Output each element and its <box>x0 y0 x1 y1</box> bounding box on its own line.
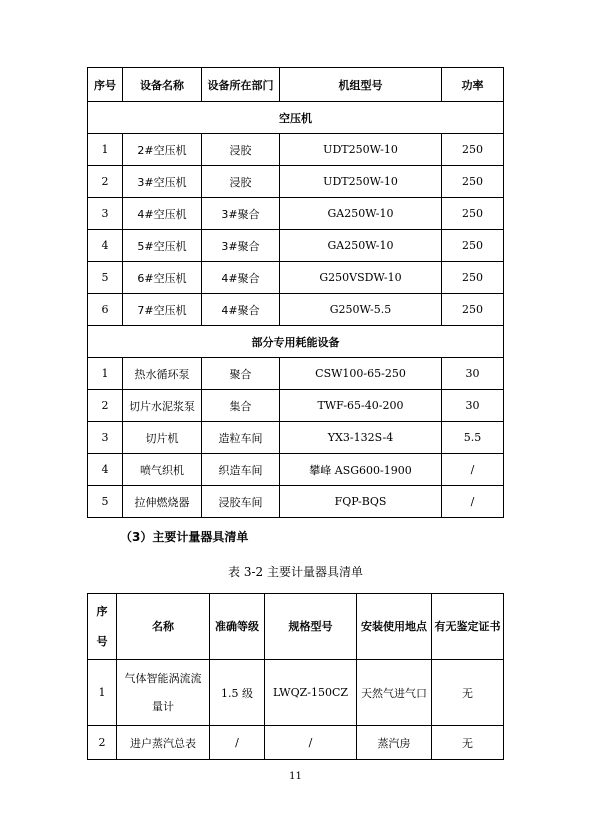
cell-name: 5#空压机 <box>123 230 202 262</box>
cell-power: 250 <box>442 262 504 294</box>
cell-model: UDT250W-10 <box>280 166 442 198</box>
section-title: 部分专用耗能设备 <box>88 326 504 358</box>
table-row <box>88 486 504 518</box>
table-row <box>88 198 504 230</box>
header-name: 名称 <box>117 594 210 660</box>
cell-department: 造粒车间 <box>202 422 280 454</box>
cell-power: / <box>442 486 504 518</box>
cell-department: 浸胶 <box>202 134 280 166</box>
cell-name: 切片水泥浆泵 <box>123 390 202 422</box>
table-row <box>88 390 504 422</box>
table-row <box>88 166 504 198</box>
header-model: 机组型号 <box>280 68 442 102</box>
cell-name: 7#空压机 <box>123 294 202 326</box>
header-spec-model: 规格型号 <box>265 594 357 660</box>
cell-department: 浸胶 <box>202 166 280 198</box>
instruments-table-header <box>88 594 504 660</box>
table-row <box>88 358 504 390</box>
cell-certificate: 无 <box>432 726 504 760</box>
cell-department: 织造车间 <box>202 454 280 486</box>
cell-name: 切片机 <box>123 422 202 454</box>
cell-spec-model: LWQZ-150CZ <box>265 660 357 726</box>
header-install-location: 安装使用地点 <box>357 594 432 660</box>
cell-power: 250 <box>442 294 504 326</box>
measuring-instruments-table <box>87 593 504 760</box>
cell-department: 集合 <box>202 390 280 422</box>
cell-name: 3#空压机 <box>123 166 202 198</box>
section-row-air-compressor <box>88 102 504 134</box>
cell-index: 1 <box>88 134 123 166</box>
table-row <box>88 454 504 486</box>
table-row <box>88 726 504 760</box>
cell-accuracy-grade: 1.5 级 <box>210 660 265 726</box>
section-heading: （3）主要计量器具清单 <box>120 530 249 544</box>
cell-certificate: 无 <box>432 660 504 726</box>
cell-name: 4#空压机 <box>123 198 202 230</box>
cell-name: 气体智能涡流流量计 <box>117 660 210 726</box>
cell-index: 4 <box>88 230 123 262</box>
cell-index: 3 <box>88 422 123 454</box>
cell-install-location: 蒸汽房 <box>357 726 432 760</box>
cell-model: UDT250W-10 <box>280 134 442 166</box>
cell-install-location: 天然气进气口 <box>357 660 432 726</box>
cell-name: 进户蒸汽总表 <box>117 726 210 760</box>
header-power: 功率 <box>442 68 504 102</box>
cell-department: 3#聚合 <box>202 230 280 262</box>
cell-index: 1 <box>88 358 123 390</box>
cell-department: 聚合 <box>202 358 280 390</box>
cell-index: 5 <box>88 486 123 518</box>
table-row <box>88 294 504 326</box>
cell-model: G250VSDW-10 <box>280 262 442 294</box>
section-title: 空压机 <box>88 102 504 134</box>
cell-name: 喷气织机 <box>123 454 202 486</box>
cell-name: 2#空压机 <box>123 134 202 166</box>
cell-index: 3 <box>88 198 123 230</box>
cell-index: 2 <box>88 166 123 198</box>
cell-department: 3#聚合 <box>202 198 280 230</box>
section-row-energy-equipment <box>88 326 504 358</box>
table-row <box>88 422 504 454</box>
cell-model: G250W-5.5 <box>280 294 442 326</box>
cell-index: 2 <box>88 726 117 760</box>
equipment-table-header <box>88 68 504 102</box>
cell-index: 2 <box>88 390 123 422</box>
cell-power: 250 <box>442 166 504 198</box>
cell-power: 250 <box>442 134 504 166</box>
cell-power: 30 <box>442 390 504 422</box>
cell-model: FQP-BQS <box>280 486 442 518</box>
cell-model: CSW100-65-250 <box>280 358 442 390</box>
cell-power: 250 <box>442 198 504 230</box>
cell-power: 5.5 <box>442 422 504 454</box>
table-caption: 表 3-2 主要计量器具清单 <box>228 565 363 579</box>
header-index: 序号 <box>88 594 117 660</box>
cell-name: 热水循环泵 <box>123 358 202 390</box>
table-row <box>88 230 504 262</box>
header-equipment-name: 设备名称 <box>123 68 202 102</box>
cell-index: 1 <box>88 660 117 726</box>
cell-spec-model: / <box>265 726 357 760</box>
cell-model: GA250W-10 <box>280 198 442 230</box>
cell-index: 5 <box>88 262 123 294</box>
cell-power: 250 <box>442 230 504 262</box>
equipment-table <box>87 67 504 518</box>
table-row <box>88 134 504 166</box>
cell-department: 4#聚合 <box>202 294 280 326</box>
cell-department: 浸胶车间 <box>202 486 280 518</box>
header-index: 序号 <box>88 68 123 102</box>
cell-model: TWF-65-40-200 <box>280 390 442 422</box>
cell-model: GA250W-10 <box>280 230 442 262</box>
table-row <box>88 660 504 726</box>
header-accuracy-grade: 准确等级 <box>210 594 265 660</box>
cell-model: YX3-132S-4 <box>280 422 442 454</box>
cell-accuracy-grade: / <box>210 726 265 760</box>
cell-index: 6 <box>88 294 123 326</box>
page-number: 11 <box>289 771 302 782</box>
cell-name: 拉伸燃烧器 <box>123 486 202 518</box>
header-department: 设备所在部门 <box>202 68 280 102</box>
cell-power: 30 <box>442 358 504 390</box>
cell-power: / <box>442 454 504 486</box>
cell-department: 4#聚合 <box>202 262 280 294</box>
header-certificate: 有无鉴定证书 <box>432 594 504 660</box>
cell-index: 4 <box>88 454 123 486</box>
table-row <box>88 262 504 294</box>
cell-name: 6#空压机 <box>123 262 202 294</box>
cell-model: 攀峰 ASG600-1900 <box>280 454 442 486</box>
